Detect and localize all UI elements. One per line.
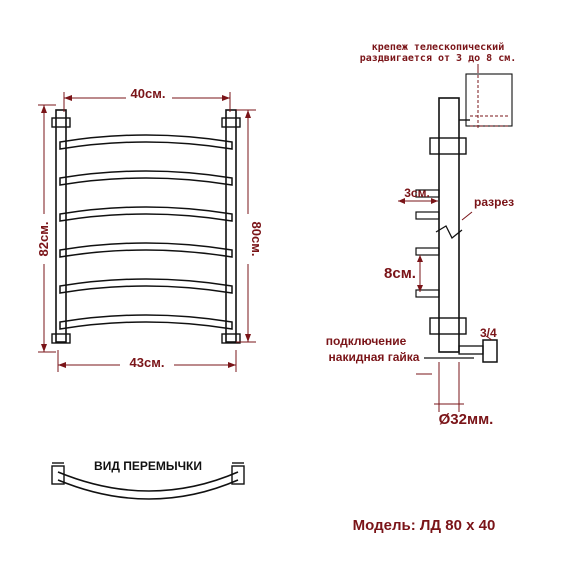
arrow-icon (245, 334, 251, 342)
thread-label: 3/4 (480, 326, 497, 340)
rung (60, 279, 232, 293)
rung-stub (416, 212, 439, 219)
rung-stub (416, 290, 439, 297)
arrow-icon (58, 362, 66, 368)
rung (60, 315, 232, 329)
pitch-8cm-label: 8см. (384, 265, 416, 282)
clamp-bottom (430, 318, 466, 334)
cut-label: разрез (474, 195, 515, 209)
cut-mark (436, 226, 462, 238)
leader-line (462, 212, 472, 220)
side-view (326, 41, 517, 428)
rung (60, 243, 232, 257)
mount-top-left (52, 118, 70, 127)
arrow-icon (245, 110, 251, 118)
connection-line1: подключение (325, 334, 407, 348)
mount-note-line2: раздвигается от 3 до 8 см. (359, 53, 517, 64)
connection-line2: накидная гайка (328, 350, 420, 364)
front-view (36, 86, 264, 372)
jumper-view (52, 459, 244, 499)
right-post (226, 110, 236, 342)
arrow-icon (431, 198, 438, 204)
union-nut (483, 340, 497, 362)
rungs (60, 135, 232, 329)
model-title: Модель: ЛД 80 х 40 (352, 517, 496, 534)
side-riser (439, 98, 459, 352)
left-post (56, 110, 66, 342)
clamp-top (430, 138, 466, 154)
rung (60, 135, 232, 149)
arrow-icon (41, 344, 47, 352)
arrow-icon (41, 105, 47, 113)
rung-stub (416, 248, 439, 255)
height-right-label: 80см. (249, 221, 264, 257)
jumper-curve-inner (58, 480, 238, 499)
diameter-label: Ø32мм. (438, 411, 494, 428)
telescopic-bracket (466, 74, 512, 126)
arrow-icon (228, 362, 236, 368)
outlet-pipe (459, 346, 483, 354)
arrow-icon (417, 285, 423, 292)
mount-top-right (222, 118, 240, 127)
jumper-view-label: ВИД ПЕРЕМЫЧКИ (94, 459, 202, 473)
gap-3cm-label: 3см. (404, 186, 430, 200)
arrow-icon (222, 95, 230, 101)
width-top-label: 40см. (130, 86, 166, 101)
rung (60, 171, 232, 185)
jumper-curve-outer (58, 472, 238, 491)
mount-note-line1: крепеж телескопический (371, 42, 505, 53)
arrow-icon (64, 95, 72, 101)
arrow-icon (417, 255, 423, 262)
rung (60, 207, 232, 221)
width-bottom-label: 43см. (129, 355, 165, 370)
height-left-label: 82см. (36, 221, 51, 257)
